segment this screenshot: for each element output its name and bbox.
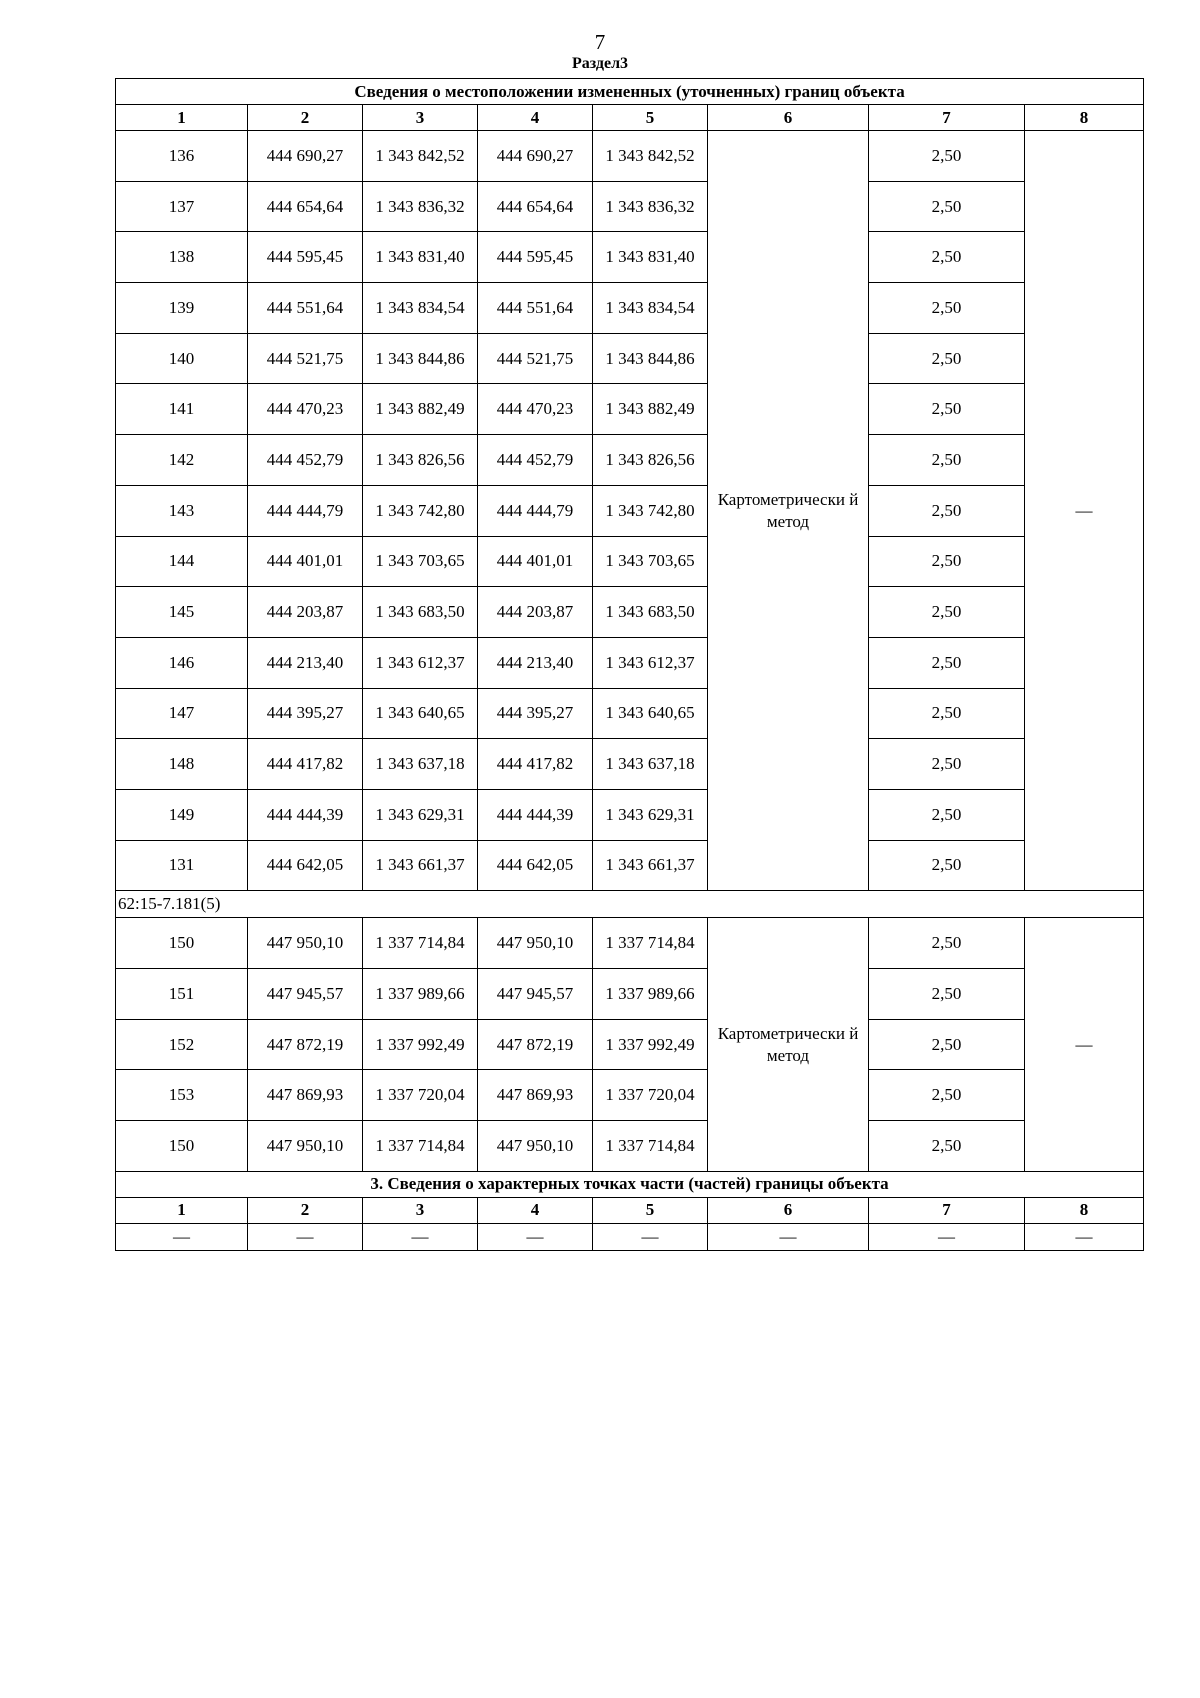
existing-y: 1 337 989,66 xyxy=(363,969,478,1020)
boundary-table xyxy=(115,78,1144,1251)
accuracy-value: 2,50 xyxy=(869,131,1025,182)
accuracy-value: 2,50 xyxy=(869,384,1025,435)
point-number: 139 xyxy=(116,283,248,334)
table-row xyxy=(116,969,1144,1020)
table-row xyxy=(116,333,1144,384)
existing-y: 1 337 714,84 xyxy=(363,918,478,969)
refined-y: 1 343 661,37 xyxy=(593,840,708,891)
refined-x: 444 521,75 xyxy=(478,333,593,384)
existing-y: 1 343 640,65 xyxy=(363,688,478,739)
refined-y: 1 343 834,54 xyxy=(593,283,708,334)
refined-y: 1 343 831,40 xyxy=(593,232,708,283)
refined-x: 444 551,64 xyxy=(478,283,593,334)
point-number: 147 xyxy=(116,688,248,739)
table-row xyxy=(116,637,1144,688)
refined-x: 444 595,45 xyxy=(478,232,593,283)
column-number-6: 6 xyxy=(708,105,869,131)
existing-x: 444 452,79 xyxy=(248,435,363,486)
column-number-5: 5 xyxy=(593,1197,708,1223)
existing-y: 1 337 714,84 xyxy=(363,1121,478,1172)
existing-y: 1 343 882,49 xyxy=(363,384,478,435)
part1-column-numbers xyxy=(116,105,1144,131)
accuracy-value: 2,50 xyxy=(869,1019,1025,1070)
point-number: 131 xyxy=(116,840,248,891)
column-number-5: 5 xyxy=(593,105,708,131)
refined-x: 447 945,57 xyxy=(478,969,593,1020)
refined-y: 1 337 714,84 xyxy=(593,918,708,969)
column-number-1: 1 xyxy=(116,105,248,131)
accuracy-value: 2,50 xyxy=(869,181,1025,232)
point-number: 148 xyxy=(116,739,248,790)
table-row xyxy=(116,688,1144,739)
empty-cell: — xyxy=(869,1223,1025,1250)
empty-cell: — xyxy=(248,1223,363,1250)
accuracy-value: 2,50 xyxy=(869,840,1025,891)
accuracy-value: 2,50 xyxy=(869,435,1025,486)
table-row xyxy=(116,181,1144,232)
existing-x: 444 444,39 xyxy=(248,789,363,840)
point-number: 141 xyxy=(116,384,248,435)
existing-x: 444 213,40 xyxy=(248,637,363,688)
point-number: 146 xyxy=(116,637,248,688)
existing-x: 447 945,57 xyxy=(248,969,363,1020)
existing-x: 444 521,75 xyxy=(248,333,363,384)
refined-x: 444 203,87 xyxy=(478,587,593,638)
method-cell: Картометрически й метод xyxy=(708,131,869,891)
point-number: 145 xyxy=(116,587,248,638)
refined-y: 1 343 683,50 xyxy=(593,587,708,638)
refined-y: 1 343 629,31 xyxy=(593,789,708,840)
existing-x: 444 654,64 xyxy=(248,181,363,232)
table-row xyxy=(116,587,1144,638)
existing-x: 444 551,64 xyxy=(248,283,363,334)
point-number: 137 xyxy=(116,181,248,232)
existing-y: 1 343 629,31 xyxy=(363,789,478,840)
refined-y: 1 343 637,18 xyxy=(593,739,708,790)
refined-x: 447 869,93 xyxy=(478,1070,593,1121)
refined-x: 444 452,79 xyxy=(478,435,593,486)
existing-x: 444 395,27 xyxy=(248,688,363,739)
existing-y: 1 343 637,18 xyxy=(363,739,478,790)
existing-x: 444 470,23 xyxy=(248,384,363,435)
table-row xyxy=(116,1070,1144,1121)
column-number-8: 8 xyxy=(1025,1197,1144,1223)
accuracy-value: 2,50 xyxy=(869,536,1025,587)
existing-y: 1 337 720,04 xyxy=(363,1070,478,1121)
column-number-4: 4 xyxy=(478,105,593,131)
refined-x: 444 690,27 xyxy=(478,131,593,182)
table-row xyxy=(116,918,1144,969)
existing-y: 1 343 844,86 xyxy=(363,333,478,384)
existing-y: 1 337 992,49 xyxy=(363,1019,478,1070)
accuracy-value: 2,50 xyxy=(869,688,1025,739)
refined-x: 447 950,10 xyxy=(478,1121,593,1172)
accuracy-value: 2,50 xyxy=(869,1070,1025,1121)
point-number: 136 xyxy=(116,131,248,182)
existing-x: 444 417,82 xyxy=(248,739,363,790)
existing-y: 1 343 612,37 xyxy=(363,637,478,688)
table-row xyxy=(116,840,1144,891)
part2-column-numbers xyxy=(116,1197,1144,1223)
refined-y: 1 337 714,84 xyxy=(593,1121,708,1172)
refined-x: 444 401,01 xyxy=(478,536,593,587)
point-number: 153 xyxy=(116,1070,248,1121)
accuracy-value: 2,50 xyxy=(869,789,1025,840)
empty-cell: — xyxy=(1025,1223,1144,1250)
table-row xyxy=(116,789,1144,840)
refined-y: 1 343 844,86 xyxy=(593,333,708,384)
accuracy-value: 2,50 xyxy=(869,283,1025,334)
existing-x: 444 203,87 xyxy=(248,587,363,638)
part1-title: Сведения о местоположении измененных (уточненных) границ объекта xyxy=(116,79,1144,105)
table-row xyxy=(116,435,1144,486)
refined-x: 444 642,05 xyxy=(478,840,593,891)
part2-title: 3. Сведения о характерных точках части (частей) границы объекта xyxy=(116,1171,1144,1197)
point-number: 140 xyxy=(116,333,248,384)
refined-x: 444 417,82 xyxy=(478,739,593,790)
existing-y: 1 343 703,65 xyxy=(363,536,478,587)
table-row xyxy=(116,1223,1144,1250)
column-number-2: 2 xyxy=(248,1197,363,1223)
accuracy-value: 2,50 xyxy=(869,333,1025,384)
table-row xyxy=(116,1019,1144,1070)
refined-y: 1 343 842,52 xyxy=(593,131,708,182)
existing-x: 444 444,79 xyxy=(248,485,363,536)
point-number: 138 xyxy=(116,232,248,283)
point-number: 142 xyxy=(116,435,248,486)
existing-y: 1 343 826,56 xyxy=(363,435,478,486)
column-number-3: 3 xyxy=(363,1197,478,1223)
existing-y: 1 343 834,54 xyxy=(363,283,478,334)
existing-y: 1 343 831,40 xyxy=(363,232,478,283)
existing-x: 444 595,45 xyxy=(248,232,363,283)
empty-cell: — xyxy=(708,1223,869,1250)
refined-y: 1 337 720,04 xyxy=(593,1070,708,1121)
section-title: Раздел3 xyxy=(571,55,629,72)
refined-x: 444 213,40 xyxy=(478,637,593,688)
accuracy-value: 2,50 xyxy=(869,739,1025,790)
existing-y: 1 343 661,37 xyxy=(363,840,478,891)
point-number: 144 xyxy=(116,536,248,587)
refined-y: 1 343 742,80 xyxy=(593,485,708,536)
table-row xyxy=(116,283,1144,334)
group-label-row xyxy=(116,891,1144,918)
column-number-2: 2 xyxy=(248,105,363,131)
point-number: 143 xyxy=(116,485,248,536)
accuracy-value: 2,50 xyxy=(869,485,1025,536)
existing-x: 444 401,01 xyxy=(248,536,363,587)
refined-x: 444 654,64 xyxy=(478,181,593,232)
accuracy-value: 2,50 xyxy=(869,637,1025,688)
existing-x: 447 872,19 xyxy=(248,1019,363,1070)
refined-y: 1 343 882,49 xyxy=(593,384,708,435)
refined-x: 444 444,39 xyxy=(478,789,593,840)
part1-title-row xyxy=(116,79,1144,105)
accuracy-value: 2,50 xyxy=(869,918,1025,969)
refined-x: 444 470,23 xyxy=(478,384,593,435)
table-row xyxy=(116,1121,1144,1172)
existing-x: 444 642,05 xyxy=(248,840,363,891)
refined-y: 1 343 836,32 xyxy=(593,181,708,232)
refined-y: 1 337 989,66 xyxy=(593,969,708,1020)
accuracy-value: 2,50 xyxy=(869,587,1025,638)
empty-cell: — xyxy=(363,1223,478,1250)
empty-cell: — xyxy=(593,1223,708,1250)
point-number: 149 xyxy=(116,789,248,840)
empty-cell: — xyxy=(116,1223,248,1250)
table-row xyxy=(116,485,1144,536)
table-row xyxy=(116,384,1144,435)
refined-x: 444 395,27 xyxy=(478,688,593,739)
refined-x: 447 950,10 xyxy=(478,918,593,969)
point-number: 152 xyxy=(116,1019,248,1070)
point-number: 150 xyxy=(116,918,248,969)
column-number-4: 4 xyxy=(478,1197,593,1223)
existing-y: 1 343 842,52 xyxy=(363,131,478,182)
column-8-value: — xyxy=(1025,131,1144,891)
refined-y: 1 343 703,65 xyxy=(593,536,708,587)
point-number: 150 xyxy=(116,1121,248,1172)
column-number-8: 8 xyxy=(1025,105,1144,131)
existing-y: 1 343 836,32 xyxy=(363,181,478,232)
existing-y: 1 343 742,80 xyxy=(363,485,478,536)
table-row xyxy=(116,131,1144,182)
column-number-1: 1 xyxy=(116,1197,248,1223)
method-cell: Картометрически й метод xyxy=(708,918,869,1171)
refined-y: 1 343 826,56 xyxy=(593,435,708,486)
table-row xyxy=(116,739,1144,790)
page-number: 7 xyxy=(594,30,606,54)
existing-x: 447 869,93 xyxy=(248,1070,363,1121)
refined-x: 444 444,79 xyxy=(478,485,593,536)
table-row xyxy=(116,536,1144,587)
existing-x: 447 950,10 xyxy=(248,918,363,969)
accuracy-value: 2,50 xyxy=(869,1121,1025,1172)
column-number-7: 7 xyxy=(869,105,1025,131)
accuracy-value: 2,50 xyxy=(869,969,1025,1020)
column-number-7: 7 xyxy=(869,1197,1025,1223)
table-row xyxy=(116,232,1144,283)
refined-y: 1 337 992,49 xyxy=(593,1019,708,1070)
refined-x: 447 872,19 xyxy=(478,1019,593,1070)
existing-x: 447 950,10 xyxy=(248,1121,363,1172)
refined-y: 1 343 640,65 xyxy=(593,688,708,739)
empty-cell: — xyxy=(478,1223,593,1250)
point-number: 151 xyxy=(116,969,248,1020)
column-number-6: 6 xyxy=(708,1197,869,1223)
column-8-value: — xyxy=(1025,918,1144,1171)
part2-title-row xyxy=(116,1171,1144,1197)
column-number-3: 3 xyxy=(363,105,478,131)
existing-x: 444 690,27 xyxy=(248,131,363,182)
parcel-number: 62:15-7.181(5) xyxy=(116,891,1144,918)
existing-y: 1 343 683,50 xyxy=(363,587,478,638)
refined-y: 1 343 612,37 xyxy=(593,637,708,688)
accuracy-value: 2,50 xyxy=(869,232,1025,283)
